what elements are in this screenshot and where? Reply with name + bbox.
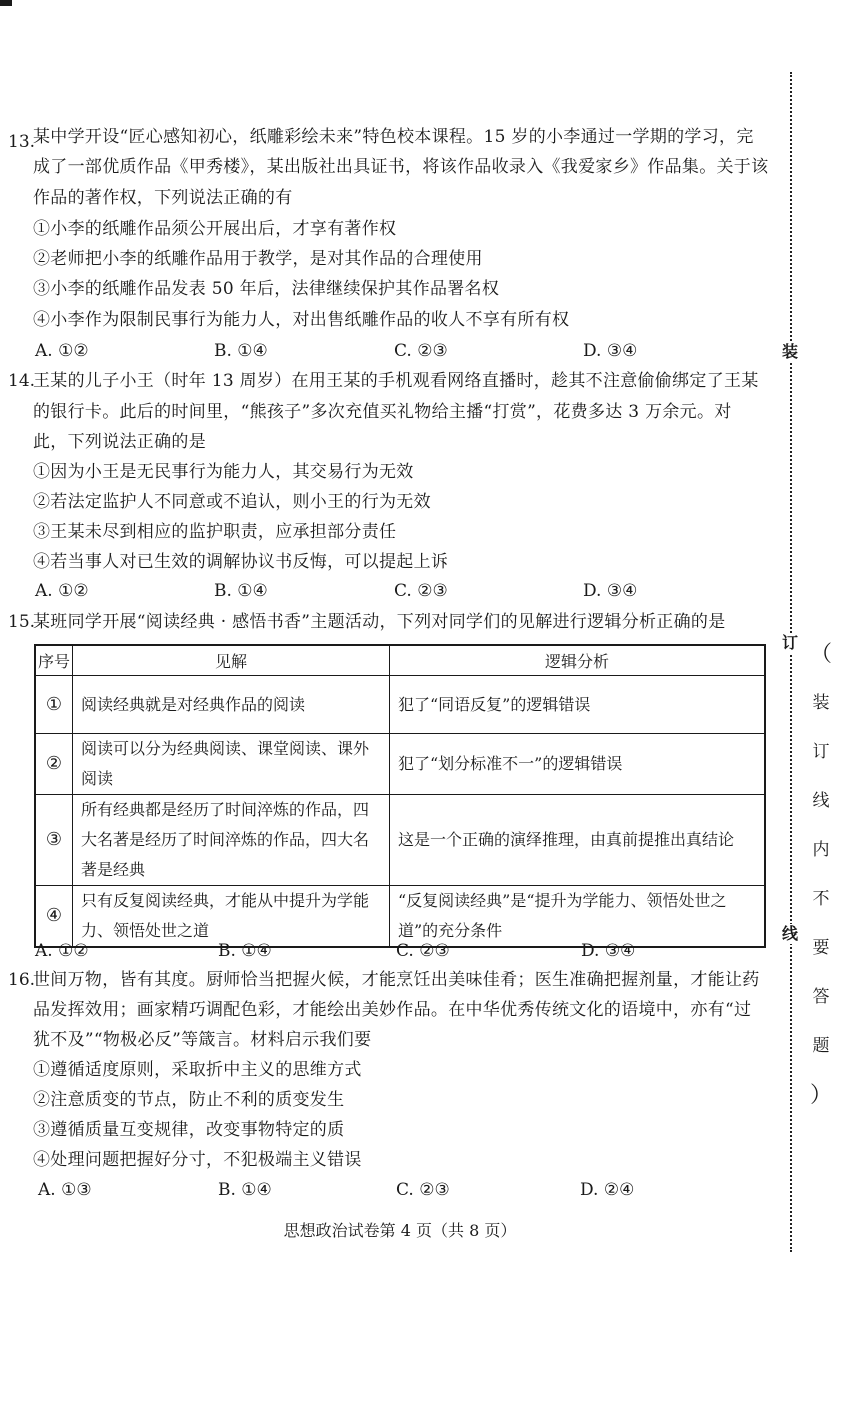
analysis-cell: 这是一个正确的演绎推理，由真前提推出真结论 [390,795,766,886]
binding-notice-char: ） [809,1083,832,1108]
statement-1: ①因为小王是无民事行为能力人，其交易行为无效 [33,462,414,482]
option-a: A. ①② [35,581,89,601]
table-row [35,886,765,948]
question-stem-line: 世间万物，皆有其度。厨师恰当把握火候，才能烹饪出美味佳肴；医生准确把握剂量，才能让药 [33,970,760,990]
question-stem-line: 作品的著作权，下列说法正确的有 [33,188,293,208]
option-b: B. ①④ [214,581,268,601]
column-header: 序号 [35,645,73,676]
binding-char-xian: 线 [782,924,799,943]
statement-2: ②老师把小李的纸雕作品用于教学，是对其作品的合理使用 [33,249,483,269]
column-header: 见解 [73,645,390,676]
statement-2: ②注意质变的节点，防止不利的质变发生 [33,1090,345,1110]
binding-notice-char: 不 [812,889,830,909]
binding-dotted-line [790,72,792,1252]
question-stem-line: 品发挥效用；画家精巧调配色彩，才能绘出美妙作品。在中华优秀传统文化的语境中，亦有“过 [33,1000,752,1020]
statement-3: ③王某未尽到相应的监护职责，应承担部分责任 [33,522,397,542]
question-stem-line: 此，下列说法正确的是 [33,432,206,452]
statement-3: ③小李的纸雕作品发表 50 年后，法律继续保护其作品署名权 [33,279,500,299]
option-d: D. ③④ [583,581,638,601]
analysis-cell: 犯了“同语反复”的逻辑错误 [390,676,766,734]
view-cell: 阅读可以分为经典阅读、课堂阅读、课外阅读 [73,734,390,795]
statement-4: ④处理问题把握好分寸，不犯极端主义错误 [33,1150,362,1170]
statement-2: ②若法定监护人不同意或不追认，则小王的行为无效 [33,492,431,512]
question-stem-line: 某班同学开展“阅读经典 · 感悟书香”主题活动，下列对同学们的见解进行逻辑分析正确的是 [33,612,726,632]
option-c: C. ②③ [394,341,448,361]
option-c: C. ②③ [396,941,450,961]
statement-1: ①小李的纸雕作品须公开展出后，才享有著作权 [33,219,397,239]
binding-char-zhuang: 装 [782,342,799,361]
option-a: A. ①② [35,941,89,961]
option-c: C. ②③ [394,581,448,601]
statement-4: ④小李作为限制民事行为能力人，对出售纸雕作品的收人不享有所有权 [33,310,570,330]
table-row [35,795,765,886]
view-cell: 阅读经典就是对经典作品的阅读 [73,676,390,734]
question-number: 13. [8,132,36,152]
binding-notice-char: 要 [812,938,830,958]
option-d: D. ③④ [583,341,638,361]
question-number: 15. [8,612,36,632]
question-stem-line: 成了一部优质作品《甲秀楼》，某出版社出具证书，将该作品收录入《我爱家乡》作品集。关于该 [33,157,769,177]
logic-analysis-table [34,644,766,948]
row-number: ① [35,676,73,734]
view-cell: 只有反复阅读经典，才能从中提升为学能力、领悟处世之道 [73,886,390,948]
option-a: A. ①② [35,341,89,361]
binding-notice [806,630,836,1120]
analysis-cell: “反复阅读经典”是“提升为学能力、领悟处世之道”的充分条件 [390,886,766,948]
binding-notice-char: 线 [812,791,830,811]
question-stem-line: 的银行卡。此后的时间里，“熊孩子”多次充值买礼物给主播“打赏”，花费多达 3 万余元。对 [33,402,732,422]
question-stem-line: 王某的儿子小王（时年 13 周岁）在用王某的手机观看网络直播时，趁其不注意偷偷绑定了王某 [33,371,759,391]
row-number: ③ [35,795,73,886]
analysis-cell: 犯了“划分标准不一”的逻辑错误 [390,734,766,795]
binding-notice-char: 装 [812,693,830,713]
corner-mark [0,0,12,6]
question-number: 14. [8,371,36,391]
binding-notice-char: 内 [812,840,830,860]
question-stem-line: 某中学开设“匠心感知初心，纸雕彩绘未来”特色校本课程。15 岁的小李通过一学期的学习，完 [33,127,754,147]
statement-3: ③遵循质量互变规律，改变事物特定的质 [33,1120,345,1140]
page-footer: 思想政治试卷第 4 页（共 8 页） [283,1221,517,1240]
binding-notice-char: 订 [812,742,830,762]
statement-1: ①遵循适度原则，采取折中主义的思维方式 [33,1060,362,1080]
option-b: B. ①④ [214,341,268,361]
statement-4: ④若当事人对已生效的调解协议书反悔，可以提起上诉 [33,552,449,572]
binding-notice-char: 答 [812,987,830,1007]
binding-notice-char: （ [809,642,832,667]
row-number: ② [35,734,73,795]
option-b: B. ①④ [218,941,272,961]
option-b: B. ①④ [218,1180,272,1200]
option-d: D. ②④ [580,1180,635,1200]
row-number: ④ [35,886,73,948]
option-d: D. ③④ [581,941,636,961]
binding-notice-char: 题 [812,1036,830,1056]
binding-char-ding: 订 [782,633,799,652]
option-a: A. ①③ [38,1180,92,1200]
table-row [35,734,765,795]
table-row [35,676,765,734]
table-header-row [35,645,765,676]
column-header: 逻辑分析 [390,645,766,676]
view-cell: 所有经典都是经历了时间淬炼的作品，四大名著是经历了时间淬炼的作品，四大名著是经典 [73,795,390,886]
option-c: C. ②③ [396,1180,450,1200]
question-stem-line: 犹不及”“物极必反”等箴言。材料启示我们要 [33,1030,372,1050]
question-number: 16. [8,970,36,990]
